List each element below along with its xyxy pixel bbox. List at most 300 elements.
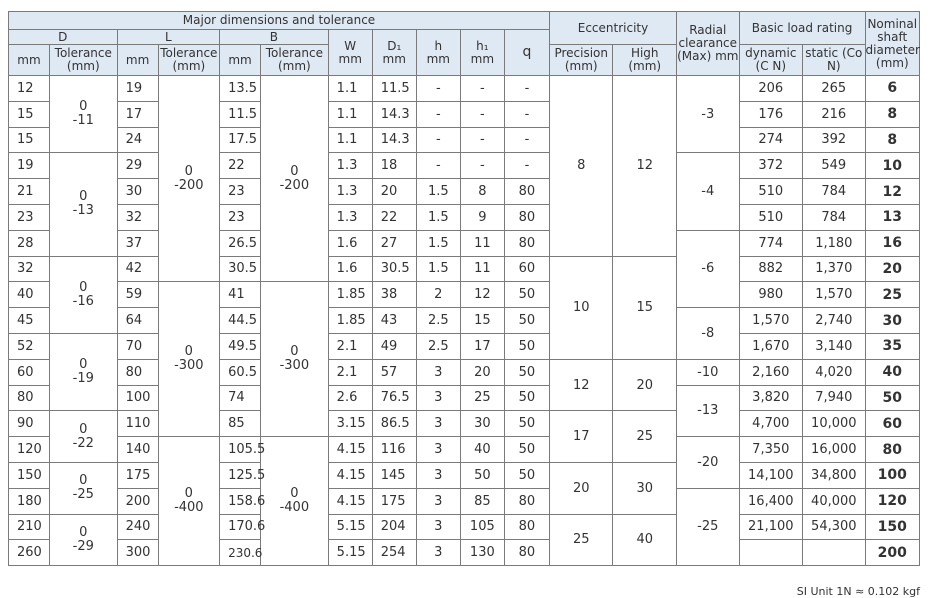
cell-radial-clearance: -25 (677, 488, 740, 565)
W-header-unit: mm (338, 51, 362, 66)
cell-B-tolerance-value (280, 487, 310, 515)
cell-B-tolerance (261, 76, 329, 282)
cell-D-tolerance-lower: -16 (72, 293, 94, 309)
cell-D-tolerance (49, 76, 117, 153)
cell-L-tolerance-lower: -400 (174, 500, 204, 516)
cell-W: 2.1 (328, 333, 372, 359)
cell-h1: 9 (460, 204, 504, 230)
cell-D-tolerance-value (73, 423, 94, 451)
table-row (9, 462, 920, 488)
cell-L-mm: 300 (117, 540, 158, 566)
cell-nominal-shaft: 200 (865, 540, 919, 566)
cell-h: 3 (416, 514, 460, 540)
cell-h: 2.5 (416, 333, 460, 359)
cell-h1: 11 (460, 256, 504, 282)
cell-dynamic: 372 (739, 153, 803, 179)
cell-B-tolerance-upper: 0 (290, 163, 299, 179)
cell-q: - (504, 153, 549, 179)
cell-dynamic (739, 540, 803, 566)
cell-nominal-shaft: 8 (865, 101, 919, 127)
cell-D-mm: 19 (9, 153, 50, 179)
cell-high: 30 (613, 462, 677, 514)
cell-D-mm: 15 (9, 101, 50, 127)
cell-B-mm: 105.5 (220, 437, 261, 463)
cell-B-tolerance (261, 282, 329, 437)
cell-static: 265 (803, 76, 866, 102)
cell-L-tolerance-value (174, 487, 204, 515)
L-tolerance-header: Tolerance (mm) (158, 45, 219, 76)
eccentricity-header: Eccentricity (549, 12, 676, 45)
cell-q: 80 (504, 514, 549, 540)
cell-B-tolerance-upper: 0 (290, 486, 299, 502)
cell-B-mm: 49.5 (220, 333, 261, 359)
cell-static: 34,800 (803, 462, 866, 488)
cell-D1: 27 (372, 230, 416, 256)
cell-q: 50 (504, 359, 549, 385)
B-header: B (220, 30, 329, 45)
cell-radial-clearance: -6 (677, 230, 740, 307)
L-header: L (117, 30, 219, 45)
cell-D1: 116 (372, 437, 416, 463)
cell-W: 1.1 (328, 76, 372, 102)
cell-D-tolerance-upper: 0 (79, 279, 88, 295)
cell-precision: 20 (549, 462, 613, 514)
cell-B-mm: 60.5 (220, 359, 261, 385)
cell-q: 50 (504, 333, 549, 359)
L-mm-header: mm (117, 45, 158, 76)
cell-B-mm: 41 (220, 282, 261, 308)
cell-W: 1.85 (328, 282, 372, 308)
table-row (9, 179, 920, 205)
cell-nominal-shaft: 35 (865, 333, 919, 359)
cell-h: - (416, 76, 460, 102)
cell-q: 80 (504, 204, 549, 230)
cell-h1: - (460, 76, 504, 102)
cell-L-tolerance-upper: 0 (184, 486, 193, 502)
cell-h1: 40 (460, 437, 504, 463)
cell-dynamic: 3,820 (739, 385, 803, 411)
cell-D-tolerance (49, 462, 117, 514)
cell-h: 3 (416, 540, 460, 566)
cell-L-mm: 24 (117, 127, 158, 153)
cell-radial-clearance: -10 (677, 359, 740, 385)
table-row (9, 230, 920, 256)
cell-D-tolerance (49, 514, 117, 566)
table-row (9, 127, 920, 153)
cell-high: 20 (613, 359, 677, 411)
cell-h: 1.5 (416, 179, 460, 205)
cell-h1: 50 (460, 462, 504, 488)
cell-D1: 76.5 (372, 385, 416, 411)
cell-q: - (504, 127, 549, 153)
cell-B-mm: 26.5 (220, 230, 261, 256)
table-row (9, 411, 920, 437)
cell-radial-clearance: -20 (677, 437, 740, 489)
cell-dynamic: 510 (739, 204, 803, 230)
cell-h: 1.5 (416, 230, 460, 256)
cell-L-mm: 19 (117, 76, 158, 102)
cell-h1: 8 (460, 179, 504, 205)
h-header-label: h (434, 38, 443, 53)
cell-B-tolerance-lower: -200 (279, 177, 310, 193)
cell-D-tolerance (49, 256, 117, 333)
cell-D1: 22 (372, 204, 416, 230)
cell-static: 549 (803, 153, 866, 179)
cell-nominal-shaft: 50 (865, 385, 919, 411)
cell-D-mm: 210 (9, 514, 50, 540)
cell-nominal-shaft: 150 (865, 514, 919, 540)
cell-dynamic: 882 (739, 256, 803, 282)
cell-static: 3,140 (803, 333, 866, 359)
cell-nominal-shaft: 60 (865, 411, 919, 437)
cell-h1: 12 (460, 282, 504, 308)
cell-h: 3 (416, 411, 460, 437)
cell-q: 50 (504, 411, 549, 437)
cell-static: 54,300 (803, 514, 866, 540)
cell-W: 2.1 (328, 359, 372, 385)
cell-D-mm: 150 (9, 462, 50, 488)
cell-h1: 30 (460, 411, 504, 437)
cell-precision: 17 (549, 411, 613, 463)
table-row (9, 308, 920, 334)
cell-q: 80 (504, 230, 549, 256)
cell-D1: 20 (372, 179, 416, 205)
cell-dynamic: 176 (739, 101, 803, 127)
cell-D-tolerance (49, 153, 117, 256)
cell-q: 50 (504, 385, 549, 411)
cell-L-tolerance (158, 76, 219, 282)
cell-L-mm: 175 (117, 462, 158, 488)
table-body (9, 76, 920, 566)
cell-D-tolerance-lower: -25 (72, 487, 94, 503)
cell-B-mm: 22 (220, 153, 261, 179)
cell-L-mm: 110 (117, 411, 158, 437)
cell-h1: - (460, 153, 504, 179)
footnote: SI Unit 1N ≈ 0.102 kgf (796, 585, 920, 598)
high-header: High (mm) (613, 45, 677, 76)
cell-nominal-shaft: 6 (865, 76, 919, 102)
cell-radial-clearance: -4 (677, 153, 740, 230)
cell-B-mm: 44.5 (220, 308, 261, 334)
cell-h1: 17 (460, 333, 504, 359)
cell-h: 3 (416, 488, 460, 514)
cell-D-mm: 45 (9, 308, 50, 334)
cell-q: 80 (504, 179, 549, 205)
cell-D-tolerance (49, 333, 117, 410)
cell-h1: - (460, 127, 504, 153)
cell-L-mm: 30 (117, 179, 158, 205)
cell-dynamic: 274 (739, 127, 803, 153)
cell-W: 1.1 (328, 101, 372, 127)
cell-nominal-shaft: 100 (865, 462, 919, 488)
cell-nominal-shaft: 10 (865, 153, 919, 179)
cell-dynamic: 1,570 (739, 308, 803, 334)
cell-B-tolerance-lower: -400 (279, 500, 310, 516)
cell-nominal-shaft: 13 (865, 204, 919, 230)
q-header: q (504, 30, 549, 76)
table-row (9, 76, 920, 102)
cell-h: 3 (416, 437, 460, 463)
cell-W: 1.3 (328, 179, 372, 205)
nominal-shaft-header: Nominal shaft diameter (mm) (865, 12, 919, 76)
cell-h: 1.5 (416, 204, 460, 230)
D1-header (372, 30, 416, 76)
table-header (9, 12, 920, 76)
cell-L-tolerance-upper: 0 (184, 344, 193, 360)
cell-static: 392 (803, 127, 866, 153)
table-row (9, 359, 920, 385)
cell-L-tolerance-upper: 0 (184, 163, 193, 179)
cell-dynamic: 14,100 (739, 462, 803, 488)
cell-W: 1.3 (328, 204, 372, 230)
cell-h: 2 (416, 282, 460, 308)
cell-L-mm: 37 (117, 230, 158, 256)
cell-h: - (416, 153, 460, 179)
cell-D1: 18 (372, 153, 416, 179)
cell-static: 40,000 (803, 488, 866, 514)
cell-D1: 57 (372, 359, 416, 385)
cell-W: 4.15 (328, 437, 372, 463)
cell-L-mm: 100 (117, 385, 158, 411)
cell-h: - (416, 127, 460, 153)
cell-D-tolerance-lower: -13 (72, 203, 94, 219)
cell-W: 1.6 (328, 256, 372, 282)
table-row (9, 488, 920, 514)
cell-L-mm: 240 (117, 514, 158, 540)
cell-B-mm: 11.5 (220, 101, 261, 127)
cell-D1: 254 (372, 540, 416, 566)
cell-W: 5.15 (328, 540, 372, 566)
cell-D-mm: 260 (9, 540, 50, 566)
cell-nominal-shaft: 30 (865, 308, 919, 334)
cell-D-tolerance-value (73, 358, 94, 386)
cell-B-mm: 30.5 (220, 256, 261, 282)
cell-L-mm: 42 (117, 256, 158, 282)
cell-q: 50 (504, 462, 549, 488)
cell-D-mm: 28 (9, 230, 50, 256)
cell-static: 216 (803, 101, 866, 127)
cell-D-mm: 23 (9, 204, 50, 230)
cell-L-mm: 200 (117, 488, 158, 514)
cell-high: 40 (613, 514, 677, 566)
cell-B-mm: 13.5 (220, 76, 261, 102)
dynamic-header: dynamic (C N) (739, 45, 803, 76)
cell-B-mm: 158.6 (220, 488, 261, 514)
cell-D-tolerance-value (73, 100, 94, 128)
cell-nominal-shaft: 25 (865, 282, 919, 308)
h1-header (460, 30, 504, 76)
cell-L-tolerance (158, 437, 219, 566)
cell-D-mm: 40 (9, 282, 50, 308)
D-mm-header: mm (9, 45, 50, 76)
cell-high: 25 (613, 411, 677, 463)
cell-D-mm: 120 (9, 437, 50, 463)
cell-L-mm: 64 (117, 308, 158, 334)
table-row (9, 256, 920, 282)
cell-static: 10,000 (803, 411, 866, 437)
cell-B-tolerance-upper: 0 (290, 344, 299, 360)
cell-B-mm: 125.5 (220, 462, 261, 488)
cell-D1: 30.5 (372, 256, 416, 282)
cell-B-mm: 85 (220, 411, 261, 437)
cell-D1: 175 (372, 488, 416, 514)
cell-h1: - (460, 101, 504, 127)
cell-B-tolerance-value (280, 345, 310, 373)
cell-W: 1.3 (328, 153, 372, 179)
D1-header-unit: mm (382, 51, 406, 66)
cell-D-tolerance-upper: 0 (79, 99, 88, 115)
cell-precision: 8 (549, 76, 613, 257)
D1-header-label: D₁ (387, 38, 402, 53)
cell-q: - (504, 101, 549, 127)
cell-B-tolerance-value (280, 165, 310, 193)
cell-static: 1,180 (803, 230, 866, 256)
cell-high: 15 (613, 256, 677, 359)
cell-static: 16,000 (803, 437, 866, 463)
cell-D-mm: 12 (9, 76, 50, 102)
W-header-label: W (344, 38, 357, 53)
cell-static: 1,370 (803, 256, 866, 282)
cell-D-tolerance-upper: 0 (79, 473, 88, 489)
cell-L-tolerance-value (174, 345, 204, 373)
h-header-unit: mm (426, 51, 450, 66)
cell-h: 3 (416, 359, 460, 385)
B-tolerance-header: Tolerance (mm) (261, 45, 329, 76)
cell-nominal-shaft: 120 (865, 488, 919, 514)
static-header: static (Co N) (803, 45, 866, 76)
cell-q: - (504, 76, 549, 102)
cell-h1: 11 (460, 230, 504, 256)
cell-D-tolerance-value (73, 190, 94, 218)
cell-D-mm: 60 (9, 359, 50, 385)
cell-D1: 14.3 (372, 127, 416, 153)
cell-static: 1,570 (803, 282, 866, 308)
cell-q: 50 (504, 308, 549, 334)
cell-B-mm: 170.6 (220, 514, 261, 540)
cell-static: 7,940 (803, 385, 866, 411)
cell-L-mm: 59 (117, 282, 158, 308)
cell-D-tolerance-value (73, 474, 94, 502)
B-mm-header: mm (220, 45, 261, 76)
cell-D-mm: 32 (9, 256, 50, 282)
cell-D-mm: 52 (9, 333, 50, 359)
cell-nominal-shaft: 20 (865, 256, 919, 282)
cell-dynamic: 21,100 (739, 514, 803, 540)
cell-W: 2.6 (328, 385, 372, 411)
cell-static: 784 (803, 179, 866, 205)
cell-radial-clearance: -13 (677, 385, 740, 437)
cell-W: 3.15 (328, 411, 372, 437)
cell-precision: 10 (549, 256, 613, 359)
cell-B-mm: 74 (220, 385, 261, 411)
cell-D-mm: 80 (9, 385, 50, 411)
cell-dynamic: 4,700 (739, 411, 803, 437)
cell-h1: 85 (460, 488, 504, 514)
cell-W: 4.15 (328, 488, 372, 514)
table-row (9, 333, 920, 359)
cell-D1: 38 (372, 282, 416, 308)
cell-h: 1.5 (416, 256, 460, 282)
cell-D-tolerance-value (73, 526, 94, 554)
basic-load-rating-header: Basic load rating (739, 12, 865, 45)
cell-D-tolerance-upper: 0 (79, 189, 88, 205)
cell-dynamic: 2,160 (739, 359, 803, 385)
cell-dynamic: 774 (739, 230, 803, 256)
cell-L-mm: 140 (117, 437, 158, 463)
cell-dynamic: 510 (739, 179, 803, 205)
cell-D-tolerance-lower: -22 (72, 435, 94, 451)
cell-D1: 14.3 (372, 101, 416, 127)
cell-dynamic: 7,350 (739, 437, 803, 463)
cell-W: 5.15 (328, 514, 372, 540)
D-tolerance-header: Tolerance (mm) (49, 45, 117, 76)
cell-nominal-shaft: 80 (865, 437, 919, 463)
cell-D-mm: 15 (9, 127, 50, 153)
cell-static (803, 540, 866, 566)
table-row (9, 437, 920, 463)
cell-q: 80 (504, 488, 549, 514)
cell-D1: 204 (372, 514, 416, 540)
h-header (416, 30, 460, 76)
major-dimensions-header: Major dimensions and tolerance (9, 12, 550, 30)
cell-W: 1.6 (328, 230, 372, 256)
table-row (9, 204, 920, 230)
cell-D-tolerance-upper: 0 (79, 524, 88, 540)
cell-D1: 11.5 (372, 76, 416, 102)
dimension-table (8, 11, 920, 566)
table-row (9, 540, 920, 566)
cell-B-mm: 23 (220, 179, 261, 205)
cell-L-mm: 80 (117, 359, 158, 385)
cell-nominal-shaft: 8 (865, 127, 919, 153)
table-row (9, 282, 920, 308)
cell-nominal-shaft: 16 (865, 230, 919, 256)
radial-clearance-header: Radial clearance (Max) mm (677, 12, 740, 76)
table-row (9, 101, 920, 127)
cell-B-mm: 23 (220, 204, 261, 230)
cell-dynamic: 16,400 (739, 488, 803, 514)
cell-D-tolerance-value (73, 281, 94, 309)
cell-L-tolerance-lower: -200 (174, 177, 204, 193)
cell-W: 4.15 (328, 462, 372, 488)
cell-h1: 20 (460, 359, 504, 385)
cell-nominal-shaft: 40 (865, 359, 919, 385)
cell-h: - (416, 101, 460, 127)
cell-D-mm: 21 (9, 179, 50, 205)
cell-D-tolerance-lower: -29 (72, 538, 94, 554)
cell-D1: 86.5 (372, 411, 416, 437)
cell-static: 4,020 (803, 359, 866, 385)
table-row (9, 153, 920, 179)
cell-D-tolerance-lower: -11 (72, 113, 94, 129)
cell-dynamic: 980 (739, 282, 803, 308)
cell-nominal-shaft: 12 (865, 179, 919, 205)
cell-h1: 130 (460, 540, 504, 566)
precision-header: Precision (mm) (549, 45, 613, 76)
cell-D1: 49 (372, 333, 416, 359)
h1-header-unit: mm (470, 51, 495, 66)
W-header (328, 30, 372, 76)
cell-D1: 145 (372, 462, 416, 488)
cell-q: 50 (504, 282, 549, 308)
h1-header-label: h₁ (476, 38, 489, 53)
cell-D-mm: 180 (9, 488, 50, 514)
cell-h: 3 (416, 385, 460, 411)
cell-h: 2.5 (416, 308, 460, 334)
cell-q: 80 (504, 540, 549, 566)
cell-D-tolerance-upper: 0 (79, 357, 88, 373)
cell-W: 1.85 (328, 308, 372, 334)
